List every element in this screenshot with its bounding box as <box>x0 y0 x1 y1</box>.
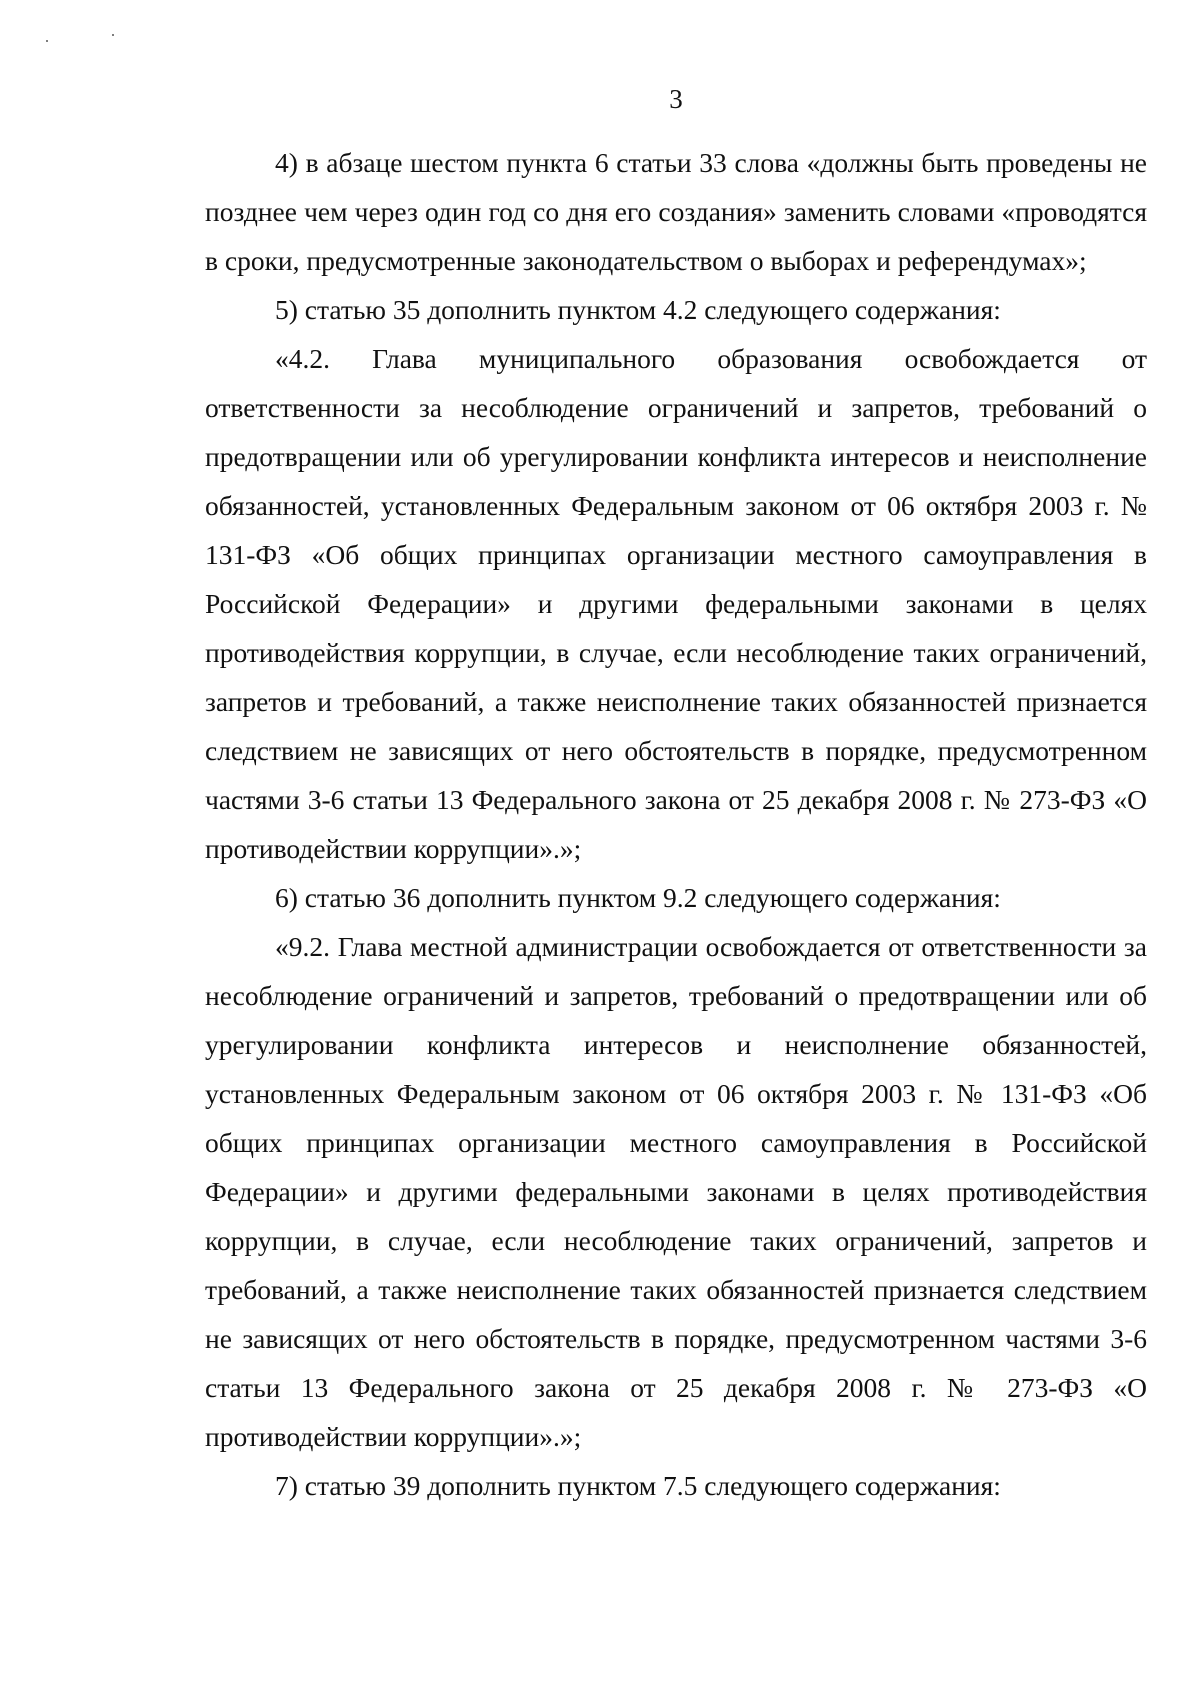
paragraph-clause-4-2: «4.2. Глава муниципального образования освобождается от ответственности за несоблюдение ограничений и запретов, требований о предотвращении или об урегулировании конфликта интересов и неисполнение обязанностей, установленных Федеральным законом от 06 октября 2003 г. № 131-ФЗ «Об общих принципах организации местного самоуправления в Российской Федерации» и другими федеральными законами в целях противодействия коррупции, в случае, если несоблюдение таких ограничений, запретов и требований, а также неисполнение таких обязанностей признается следствием не зависящих от него обстоятельств в порядке, предусмотренном частями 3-6 статьи 13 Федерального закона от 25 декабря 2008 г. № 273-ФЗ «О противодействии коррупции».»; <box>205 343 1147 864</box>
paragraph-clause-9-2: «9.2. Глава местной администрации освобождается от ответственности за несоблюдение ограничений и запретов, требований о предотвращении или об урегулировании конфликта интересов и неисполнение обязанностей, установленных Федеральным законом от 06 октября 2003 г. № 131-ФЗ «Об общих принципах организации местного самоуправления в Российской Федерации» и другими федеральными законами в целях противодействия коррупции, в случае, если несоблюдение таких ограничений, запретов и требований, а также неисполнение таких обязанностей признается следствием не зависящих от него обстоятельств в порядке, предусмотренном частями 3-6 статьи 13 Федерального закона от 25 декабря 2008 г. № 273-ФЗ «О противодействии коррупции».»; <box>205 931 1147 1452</box>
page-number: 3 <box>669 84 683 114</box>
paragraph-item-6: 6) статью 36 дополнить пунктом 9.2 следующего содержания: <box>275 882 1001 913</box>
paragraph-item-5: 5) статью 35 дополнить пунктом 4.2 следующего содержания: <box>275 294 1001 325</box>
document-body <box>205 138 1147 1510</box>
scan-speck <box>112 34 114 36</box>
paragraph-item-4: 4) в абзаце шестом пункта 6 статьи 33 слова «должны быть проведены не позднее чем через один год со дня его создания» заменить словами «проводятся в сроки, предусмотренные законодательством о выборах и референдумах»; <box>205 147 1147 276</box>
paragraph-item-7: 7) статью 39 дополнить пунктом 7.5 следующего содержания: <box>275 1470 1001 1501</box>
scan-speck <box>46 40 48 42</box>
